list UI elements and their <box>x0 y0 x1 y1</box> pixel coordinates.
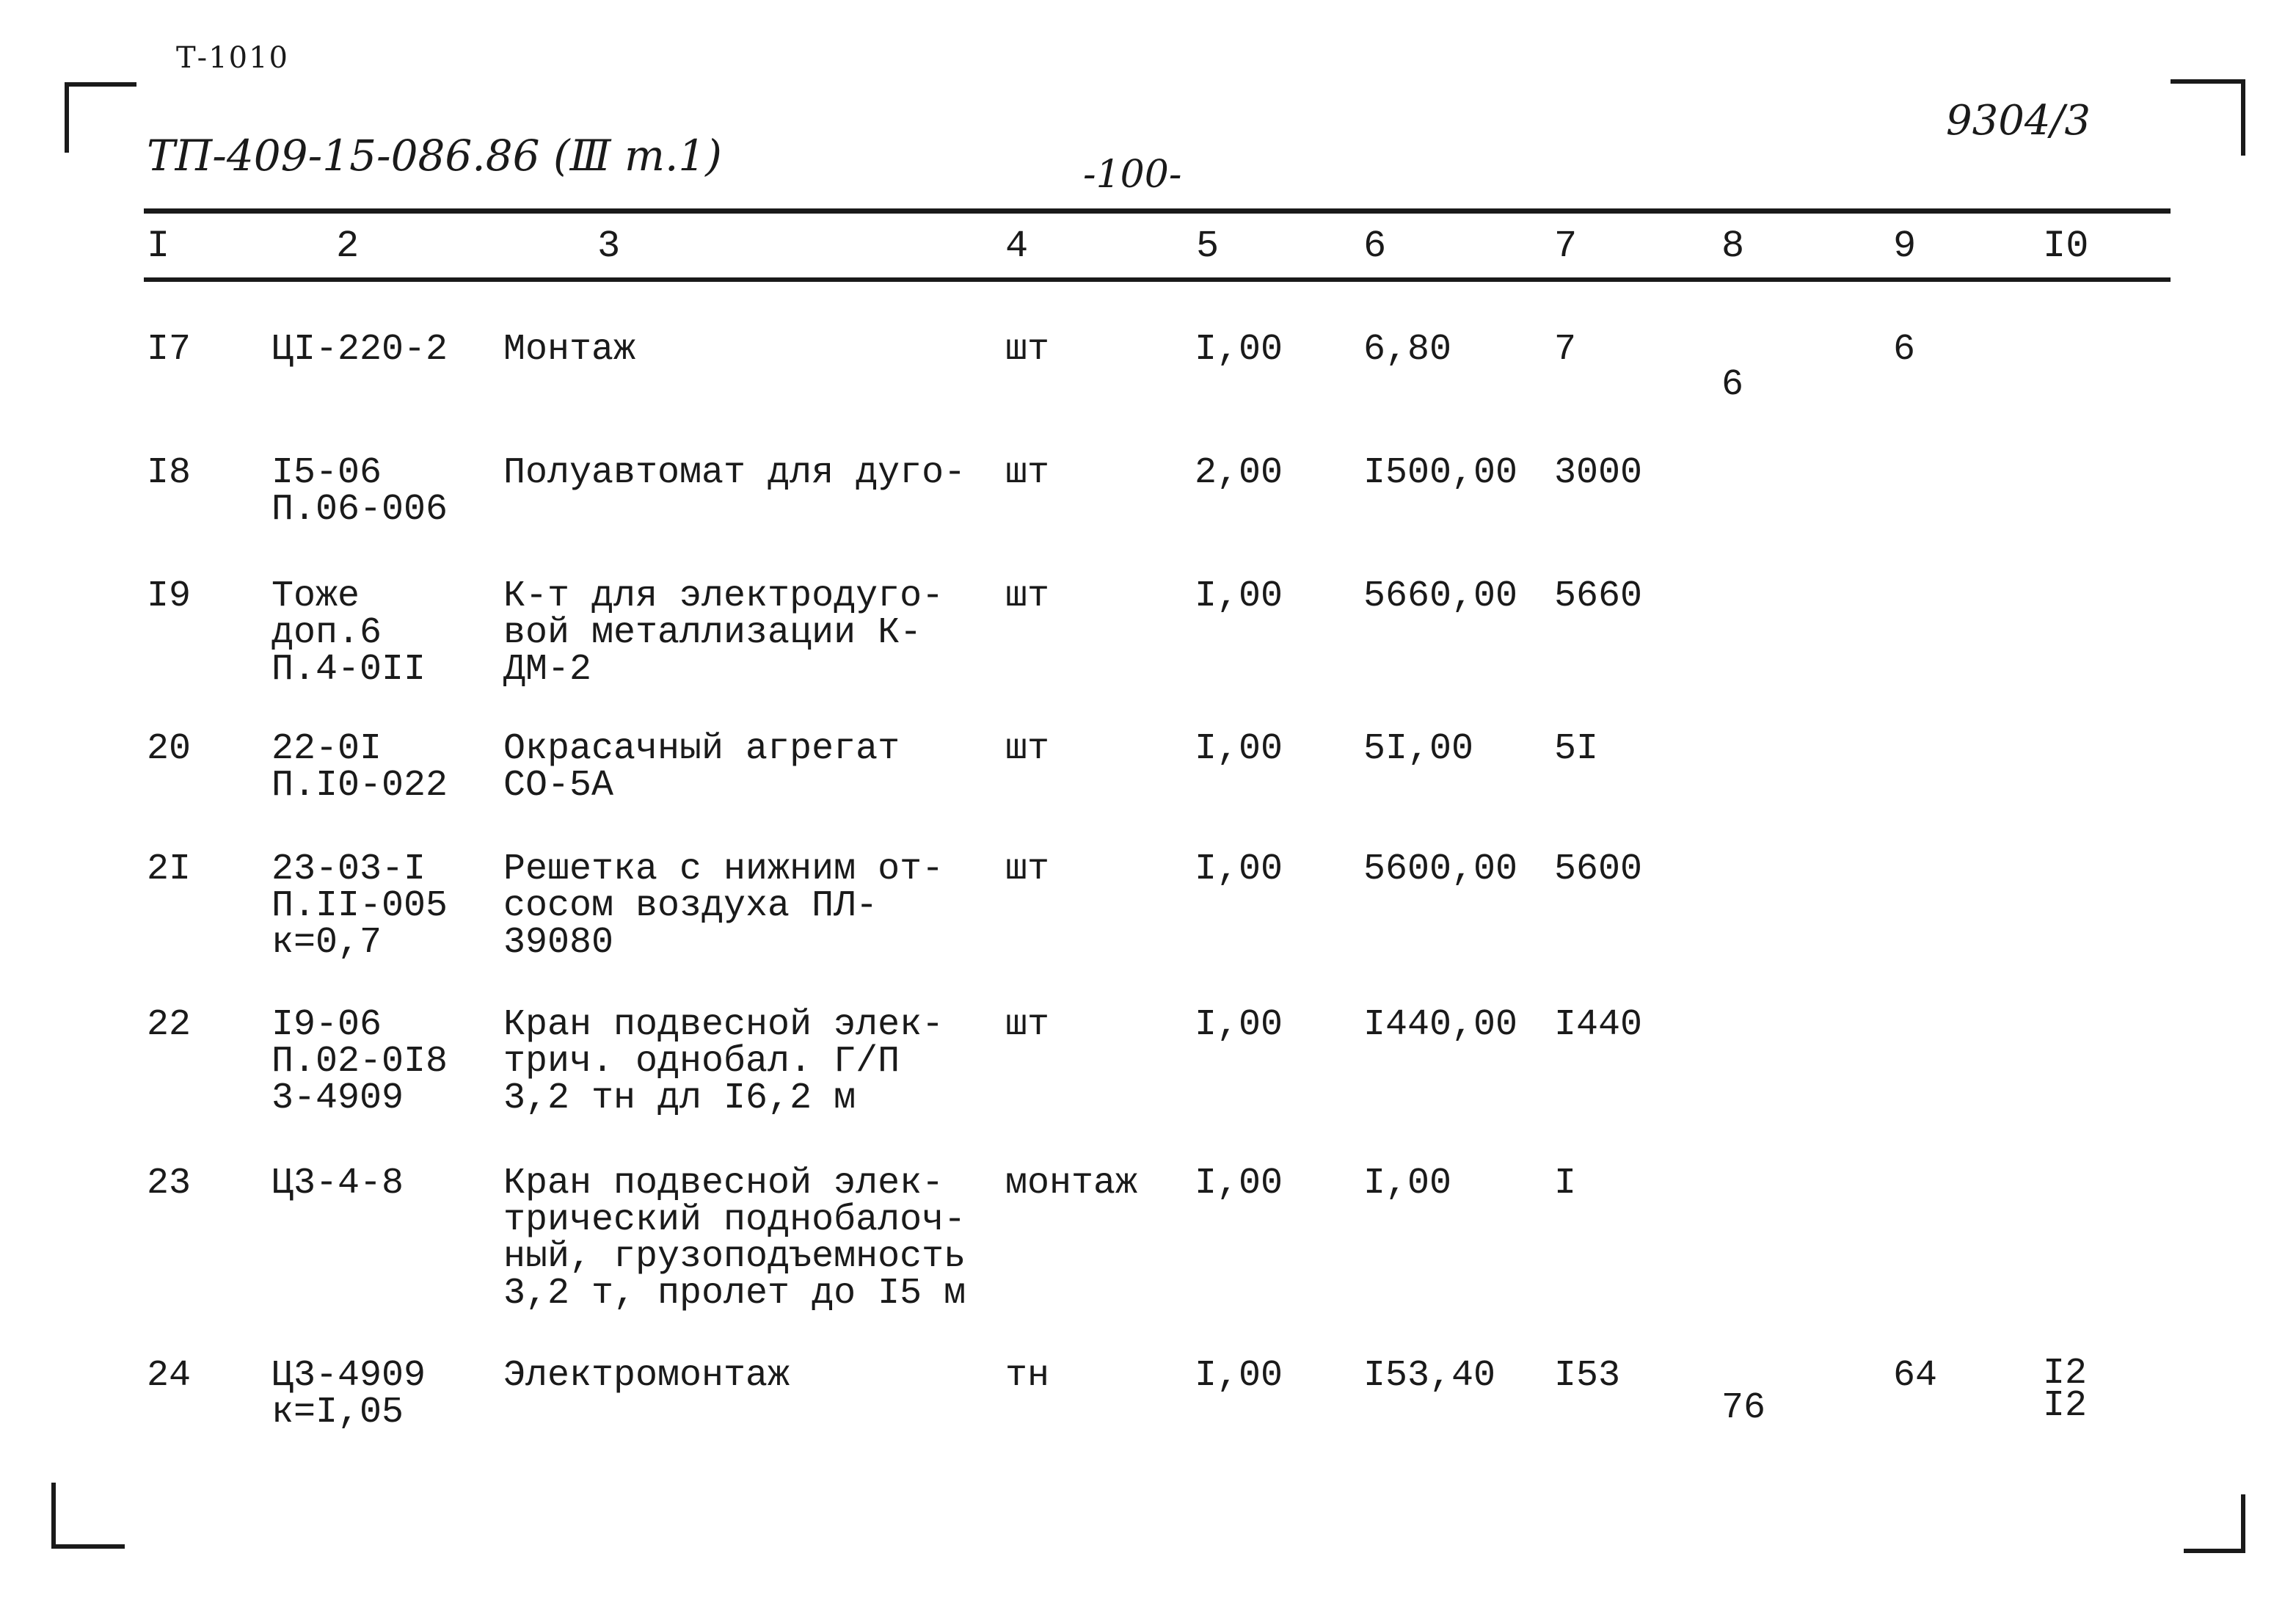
description: Окрасачный агрегат СО-5А <box>503 728 900 807</box>
total-cost: 5I <box>1554 728 1599 770</box>
quantity: I,00 <box>1195 1355 1283 1397</box>
unit-cost: 6,80 <box>1363 329 1452 371</box>
sheet-ref: 9304/3 <box>1946 97 2091 145</box>
description: Решетка с нижним от- сосом воздуха ПЛ- 39080 <box>503 848 944 964</box>
unit-cost: I53,40 <box>1363 1355 1496 1397</box>
quantity: I,00 <box>1195 728 1283 770</box>
column-header-10: I0 <box>2043 225 2089 268</box>
row-number: 2I <box>147 848 192 890</box>
page-number: -100- <box>1083 153 1182 197</box>
description: Кран подвесной элек- трич. однобал. Г/П 3,2 тн дл I6,2 м <box>503 1004 944 1119</box>
row-number: 23 <box>147 1163 192 1204</box>
corner-mark-bottom-right-v <box>2241 1494 2245 1553</box>
total-cost: I440 <box>1554 1004 1643 1046</box>
unit-cost: I500,00 <box>1363 452 1518 494</box>
norm-code: Тоже доп.6 П.4-0II <box>271 575 426 691</box>
row-number: I8 <box>147 452 192 494</box>
quantity: 2,00 <box>1195 452 1283 494</box>
description: Полуавтомат для дуго- <box>503 452 966 494</box>
column-header-9: 9 <box>1893 225 1917 268</box>
col9-value: 64 <box>1893 1355 1938 1397</box>
total-cost: 5600 <box>1554 848 1643 890</box>
corner-mark-top-right-h <box>2171 79 2245 84</box>
unit: монтаж <box>1005 1163 1138 1204</box>
unit-cost: I,00 <box>1363 1163 1452 1204</box>
table-header-rule <box>144 277 2171 282</box>
total-cost: I <box>1554 1163 1577 1204</box>
corner-mark-bottom-right-h <box>2184 1549 2245 1553</box>
corner-mark-bottom-left-h <box>51 1544 125 1549</box>
unit: тн <box>1005 1355 1050 1397</box>
norm-code: I9-06 П.02-0I8 3-4909 <box>271 1004 448 1119</box>
corner-mark-bottom-left-v <box>51 1483 56 1549</box>
quantity: I,00 <box>1195 1163 1283 1204</box>
unit: шт <box>1005 452 1050 494</box>
norm-code: Ц3-4-8 <box>271 1163 404 1204</box>
corner-mark-top-right-v <box>2241 79 2245 156</box>
column-header-1: I <box>147 225 170 268</box>
unit: шт <box>1005 728 1050 770</box>
corner-mark-top-left-h <box>65 82 136 87</box>
description: К-т для электродуго- вой металлизации К- ДМ-2 <box>503 575 944 691</box>
unit: шт <box>1005 1004 1050 1046</box>
norm-code: 22-0I П.I0-022 <box>271 728 448 807</box>
row-number: I9 <box>147 575 192 617</box>
row-number: 22 <box>147 1004 192 1046</box>
row-number: 24 <box>147 1355 192 1397</box>
column-header-5: 5 <box>1196 225 1220 268</box>
quantity: I,00 <box>1195 575 1283 617</box>
total-cost: I53 <box>1554 1355 1621 1397</box>
description: Электромонтаж <box>503 1355 790 1397</box>
norm-code: 23-03-I П.II-005 к=0,7 <box>271 848 448 964</box>
total-cost: 5660 <box>1554 575 1643 617</box>
doc-code: Т-1010 <box>176 41 289 75</box>
column-header-6: 6 <box>1363 225 1387 268</box>
quantity: I,00 <box>1195 848 1283 890</box>
unit: шт <box>1005 329 1050 371</box>
total-cost: 7 <box>1554 329 1577 371</box>
unit-cost: 5660,00 <box>1363 575 1518 617</box>
column-header-3: 3 <box>597 225 621 268</box>
quantity: I,00 <box>1195 329 1283 371</box>
col10-value: I2 I2 <box>2043 1353 2088 1427</box>
col8-value: 6 <box>1721 364 1744 406</box>
description: Монтаж <box>503 329 636 371</box>
column-header-7: 7 <box>1554 225 1578 268</box>
column-header-8: 8 <box>1721 225 1745 268</box>
unit-cost: 5600,00 <box>1363 848 1518 890</box>
total-cost: 3000 <box>1554 452 1643 494</box>
unit: шт <box>1005 575 1050 617</box>
quantity: I,00 <box>1195 1004 1283 1046</box>
unit-cost: 5I,00 <box>1363 728 1474 770</box>
unit-cost: I440,00 <box>1363 1004 1518 1046</box>
norm-code: ЦI-220-2 <box>271 329 448 371</box>
table-top-rule <box>144 208 2171 214</box>
col9-value: 6 <box>1893 329 1916 371</box>
unit: шт <box>1005 848 1050 890</box>
corner-mark-top-left-v <box>65 82 69 153</box>
row-number: 20 <box>147 728 192 770</box>
description: Кран подвесной элек- трический поднобалоч- ный, грузоподъемность 3,2 т, пролет до I5 м <box>503 1163 966 1315</box>
col8-value: 76 <box>1721 1387 1766 1429</box>
norm-code: Ц3-4909 к=I,05 <box>271 1355 426 1433</box>
project-code: ТП-409-15-086.86 (Ⅲ т.1) <box>147 131 722 181</box>
norm-code: I5-06 П.06-006 <box>271 452 448 531</box>
row-number: I7 <box>147 329 192 371</box>
column-header-2: 2 <box>336 225 360 268</box>
column-header-4: 4 <box>1005 225 1029 268</box>
